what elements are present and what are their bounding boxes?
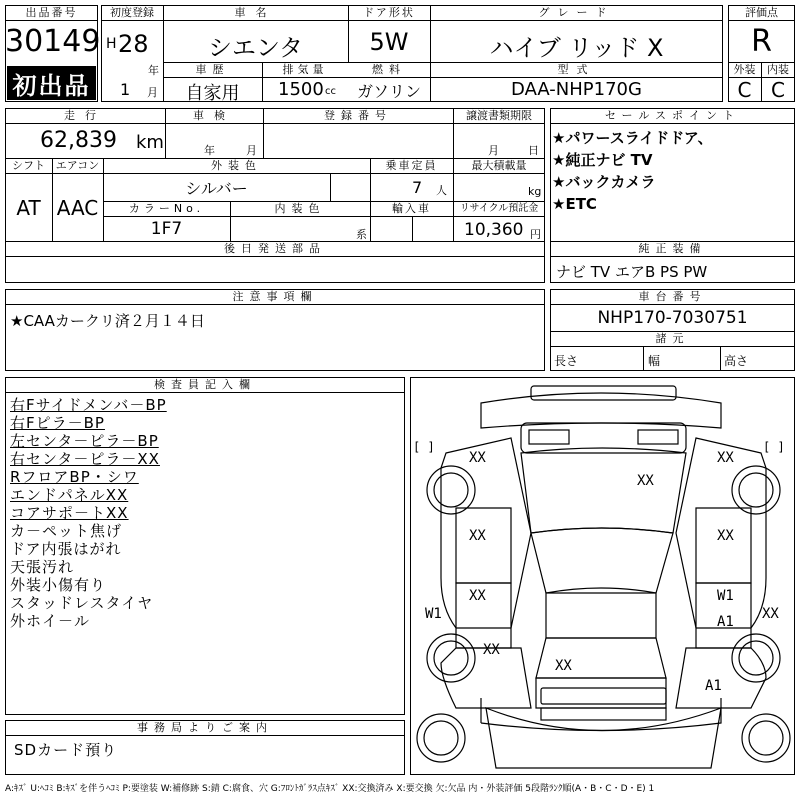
inspector-line: 左センタ－ピラ－BP [10, 432, 159, 450]
shift-label: シフト [12, 159, 45, 172]
door-type: 5W [369, 28, 409, 56]
height-label: 高さ [724, 354, 749, 368]
chassis-label: 車台番号 [638, 290, 707, 303]
import-label: 輸入車 [392, 202, 431, 215]
fuel: ガソリン [356, 82, 421, 101]
first-listing-badge: 初出品 [7, 66, 96, 100]
damage-diagram [410, 377, 795, 775]
shift: AT [16, 196, 41, 220]
parts-label: 後日発送部品 [224, 242, 326, 255]
hood [521, 448, 686, 533]
inspector-notes [10, 396, 400, 630]
first-reg-label: 初度登録 [110, 6, 154, 19]
bracket-right: [ ] [763, 440, 785, 454]
notes-value: ★CAAカークリ済２月１４日 [10, 312, 205, 330]
mark-right-side-xx: XX [762, 606, 779, 622]
inspector-line: エンドパネルXX [10, 486, 129, 504]
history-label: 車歴 [195, 63, 230, 76]
sales-point-item: ★ETC [552, 195, 597, 213]
displacement-unit: cc [325, 86, 336, 97]
inspector-line: 天張汚れ [10, 558, 75, 576]
inspector-line: 右センタ－ピラ－XX [10, 450, 160, 468]
capacity-unit: 人 [436, 184, 447, 197]
sales-point-item: ★バックカメラ [552, 173, 656, 191]
width-label: 幅 [648, 354, 661, 368]
equipment-label: 純正装備 [638, 242, 707, 255]
mark-right-a1-upper: A1 [717, 614, 734, 630]
sales-points-list [552, 127, 792, 215]
mark-left-rear-door: XX [469, 588, 486, 604]
rear-bumper [541, 688, 666, 704]
inspector-line: 右Fサイドメンバ－BP [10, 396, 167, 414]
fuel-label: 燃料 [372, 63, 406, 76]
month-unit: 月 [147, 86, 158, 99]
first-reg-year: 28 [118, 30, 149, 58]
car-name: シエンタ [207, 34, 304, 62]
right-front-door [696, 508, 751, 583]
door-label: ドア形状 [363, 6, 415, 19]
car-outline-diagram [411, 378, 796, 776]
int-color-label: 内装色 [274, 202, 326, 215]
mark-left-rear-fender: XX [483, 642, 500, 658]
chassis-number: NHP170-7030751 [597, 308, 748, 328]
inspection-label: 車検 [193, 109, 235, 122]
mark-left-front-door: XX [469, 528, 486, 544]
color-no-label: カラーNo. [128, 202, 205, 215]
inspector-label: 検査員記入欄 [154, 378, 256, 391]
grade-label: グレード [538, 6, 615, 19]
left-front-door [456, 508, 511, 583]
mark-right-front-door: XX [717, 528, 734, 544]
mileage-unit: km [136, 132, 164, 153]
inspector-line: RフロアBP・シワ [10, 468, 139, 486]
year-unit: 年 [148, 64, 159, 77]
legend: A:ｷｽﾞ U:ﾍｺﾐ B:ｷｽﾞを伴うﾍｺﾐ P:要塗装 W:補修跡 S:錆 C:腐食、穴 G:ﾌﾛﾝﾄｶﾞﾗｽ点ｷｽﾞ XX:交換済み X:要交換 欠:欠品 内・外装評価 5段階ﾗﾝｸ順(A・B・C・D・E) 1 [5, 784, 655, 794]
equipment-value: ナビ TV エアB PS PW [556, 263, 708, 281]
headlight-left [529, 430, 569, 444]
ac-label: エアコン [55, 159, 100, 172]
interior-label: 内装 [767, 63, 789, 76]
grade: ハイブ リッド X [489, 34, 664, 62]
capacity: 7 [412, 178, 423, 197]
inspector-line: コアサポ－トXX [10, 504, 129, 522]
rear-step [541, 708, 666, 720]
dims-label: 諸元 [655, 332, 690, 345]
air-conditioner: AAC [56, 196, 99, 220]
inspector-line: 外装小傷有り [10, 576, 107, 594]
ext-color-label: 外装色 [211, 159, 262, 172]
score: R [751, 24, 772, 59]
max-load-unit: kg [528, 185, 542, 198]
recycle-label: リサイクル預託金 [459, 203, 539, 214]
exterior-label: 外装 [733, 63, 756, 76]
mileage: 62,839 [40, 128, 117, 153]
inspector-line: 外ホイ－ル [10, 612, 91, 630]
inspector-line: カ－ペット焦げ [10, 522, 123, 540]
roof [546, 593, 656, 638]
transfer-label: 譲渡書類期限 [466, 109, 532, 122]
mark-rear-roof: XX [555, 658, 572, 674]
color-no: 1F7 [150, 219, 183, 239]
inspection-month-unit: 月 [246, 144, 257, 157]
exterior-grade: C [737, 78, 752, 102]
recycle-fee: 10,360 [464, 220, 524, 240]
recycle-unit: 円 [530, 228, 541, 241]
history: 自家用 [185, 83, 240, 104]
sales-points-label: セールスポイント [604, 109, 740, 122]
office-value: SDカード預り [14, 741, 118, 759]
era: H [106, 36, 117, 52]
max-load-label: 最大積載量 [471, 159, 527, 172]
score-label: 評価点 [745, 6, 778, 19]
mark-hood: XX [637, 473, 654, 489]
model-label: 型式 [557, 63, 596, 76]
displacement-label: 排気量 [282, 63, 328, 76]
bracket-left: [ ] [413, 440, 435, 454]
inspector-line: 右Fピラ－BP [10, 414, 105, 432]
lot-label: 出品番号 [25, 6, 78, 19]
rear-view [486, 708, 721, 768]
mark-right-front-fender: XX [717, 450, 734, 466]
mark-left-front-fender: XX [469, 450, 486, 466]
capacity-label: 乗車定員 [385, 159, 438, 172]
model: DAA-NHP170G [511, 79, 642, 100]
inspector-line: スタッドレスタイヤ [10, 594, 154, 612]
rear-panel [481, 698, 721, 731]
office-label: 事務局よりご案内 [137, 721, 273, 734]
int-color-unit: 系 [356, 228, 367, 241]
sales-point-item: ★純正ナビ TV [552, 151, 653, 169]
mark-right-rear-door-w: W1 [717, 588, 734, 604]
reg-no-label: 登録番号 [324, 109, 392, 122]
car-name-label: 車名 [234, 6, 277, 19]
length-label: 長さ [554, 354, 579, 368]
headlight-right [638, 430, 678, 444]
mark-left-side-w: W1 [425, 606, 442, 622]
lot-number: 30149 [5, 24, 101, 59]
inspector-line: ドア内張はがれ [10, 540, 122, 558]
mileage-label: 走行 [64, 109, 106, 122]
first-reg-month: 1 [120, 80, 131, 99]
windshield [531, 528, 673, 593]
interior-grade: C [771, 78, 785, 102]
transfer-month-unit: 月 [488, 144, 499, 157]
inspection-year-unit: 年 [204, 144, 215, 157]
displacement: 1500 [278, 79, 324, 100]
sales-point-item: ★パワースライドドア、 [552, 129, 713, 147]
transfer-day-unit: 日 [528, 144, 539, 157]
ext-color: シルバー [185, 179, 248, 198]
notes-label: 注意事項欄 [232, 290, 318, 303]
mark-rear-a1: A1 [705, 678, 722, 694]
